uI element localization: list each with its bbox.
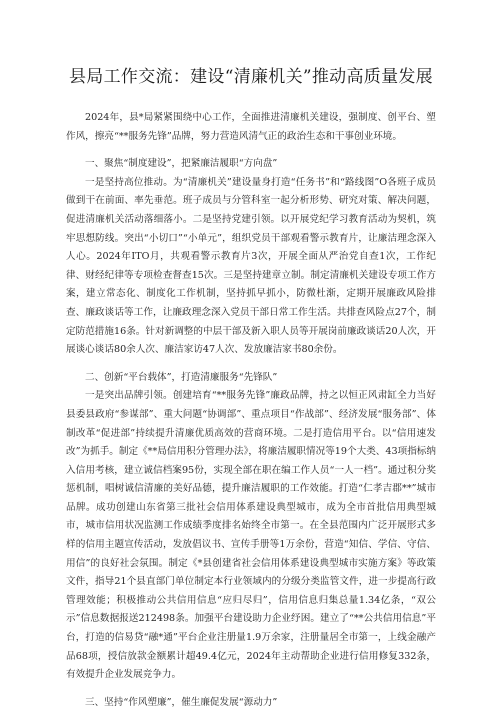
section-2-heading: 二、创新“平台载体”，打造清廉服务“先锋队” bbox=[85, 371, 278, 383]
intro-paragraph: 2024年，县*局紧紧围绕中心工作，全面推进清廉机关建设，强制度、创平台、塑作风，擦亮“**服务先锋”品牌，努力营造风清气正的政治生态和干事创业环境。 bbox=[66, 112, 436, 142]
document-page bbox=[66, 62, 436, 712]
section-1-body: 一是坚持高位推动。为“清廉机关”建设量身打造“任务书”和“路线图”O各班子成员做到干在前面、率先垂范。班子成员与分管科室一起分析形势、研究对策、解决问题，促进清廉机关活动落细落小。二是坚持党建引领。以开展党纪学习教育活动为契机，筑牢思想防线。突出“小切口”“小单元”，组织党员干部观看警示教育片，让廉洁理念深入人心。2024年ITO月，共观看警示教育片3次，开展全面从严治党自查1次，工作纪律、财经纪律等专项检查督查15次。三是坚持建章立制。制定清廉机关建设专项工作方案，建立常态化、制度化工作机制，坚持抓早抓小，防微杜渐，定期开展廉政风险排查、廉政谈话等工作，让廉政理念深入党员干部日常工作生活。共排查风险点27个，制定防范措施16条。针对新调整的中层干部及新入职人员等开展岗前廉政谈话20人次，开展谈心谈话80余人次、廉洁家访47人次、发放廉洁家书80余份。 bbox=[66, 176, 436, 356]
section-2-body: 一是突出品牌引领。创建培育“**服务先锋”廉政品牌，持之以恒正风肃缸全力当好县委县政府“参谋部”、重大问题“协调部”、重点项目“作战部”、经济发展“服务部”、体制改革“促进部”持续提升清廉优质高效的营商环境。二是打造信用平台。以“信用速发改”为抓手。制定《**局信用积分管理办法》，将廉洁履职情况等19个大类、43项指标纳入信用考核，建立诚信档案95份，实现全部在职在编工作人员“一人一档”。通过积分奖惩机制，唱树诚信清廉的美好品德，提升廉洁履职的工作效能。打造“仁孝吉郡**”城市品牌。成功创建山东省第三批社会信用体系建设典型城市，成为全市首批信用典型城市，城市信用状况监测工作成绩季度排名始终全市第一。在全县范围内广泛开展形式多样的信用主题宣传活动，发放倡议书、宣传手册等1万余份，营造“知信、学信、守信、用信”的良好社会氛围。制定《*县创建省社会信用体系建设典型城市实施方案》等政策文件，指导21个县直部门单位制定本行业领域内的分级分类监管文件，进一步提高行政管理效能；积极推动公共信用信息“应归尽归”，信用信息归集总量1.34亿条，“双公示”信息数据报送212498条。加强平台建设助力企业纾困。建立了“**公共信用信息”平台，打造的信易贷“融*通”平台企业注册量1.9万余家，注册量居全市第一，上线金融产品68项，授信放款金额累计超49.4亿元，2024年主动帮助企业进行信用修复332条，有效提升企业发展竞争力。 bbox=[66, 390, 436, 681]
document-title: 县局工作交流：建设“清廉机关”推动高质量发展 bbox=[69, 67, 433, 87]
section-1-heading: 一、聚焦“制度建设”，把紧廉洁履职“方向盘” bbox=[85, 158, 278, 170]
section-3-heading: 三、坚持“作风塑廉”，催生廉促发展“源动力” bbox=[85, 696, 278, 708]
